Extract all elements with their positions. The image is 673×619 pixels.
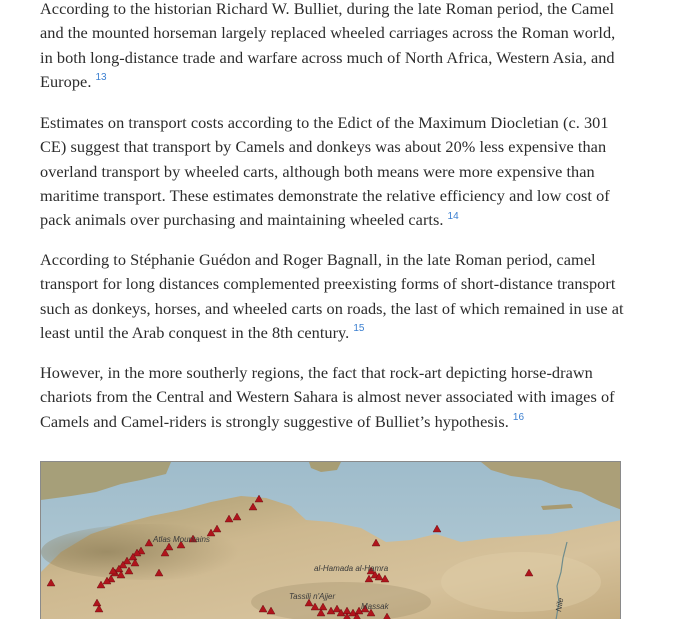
paragraph-text: However, in the more southerly regions, the fact that rock-art depicting horse-drawn chariots from the Central and Western Sahara is almost never associated with images of Camels and Camel-riders is strongly suggestive of Bulliet’s hypothesis. <box>40 363 615 431</box>
paragraph-4 <box>40 361 630 434</box>
desert-highlight <box>441 552 601 612</box>
paragraph-text: According to Stéphanie Guédon and Roger Bagnall, in the late Roman period, camel transport for long distances complemented preexisting forms of short-distance transport such as donkeys, horses, and wheeled carts on roads, the last of which remained in use at least until the Arab conquest in the 8th century. <box>40 250 624 342</box>
atlas-relief <box>41 524 261 580</box>
footnote-link-15[interactable]: 15 <box>353 323 365 335</box>
massak-label: Massak <box>361 602 389 611</box>
atlas-mountains-label: Atlas Mountains <box>153 535 210 544</box>
footnote-link-14[interactable]: 14 <box>447 210 459 222</box>
footnote-link-13[interactable]: 13 <box>95 72 107 84</box>
paragraph-text: Estimates on transport costs according to the Edict of the Maximum Diocletian (c. 301 CE) suggest that transport by Camels and donkeys was about 20% less expensive than overland transport by wheeled carts, although both means were more expensive than maritime transport. These estimates demonstrate the relative efficiency and low cost of pack animals over purchasing and maintaining wheeled carts. <box>40 113 610 230</box>
tassili-label: Tassili n'Ajjer <box>289 592 336 601</box>
paragraph-2 <box>40 111 630 232</box>
rock-art-map <box>40 461 621 619</box>
paragraph-3 <box>40 248 630 345</box>
map-image <box>41 462 621 619</box>
paragraph-1 <box>40 0 630 94</box>
footnote-link-16[interactable]: 16 <box>512 412 525 424</box>
nile-label: Nile <box>554 597 566 613</box>
hamada-label: al-Hamada al-Hamra <box>314 564 389 573</box>
paragraph-text: According to the historian Richard W. Bulliet, during the late Roman period, the Camel and the mounted horseman largely replaced wheeled carriages across the Roman world, in both long-distance trade and warfare across much of North Africa, Western Asia, and Europe. <box>40 0 616 91</box>
